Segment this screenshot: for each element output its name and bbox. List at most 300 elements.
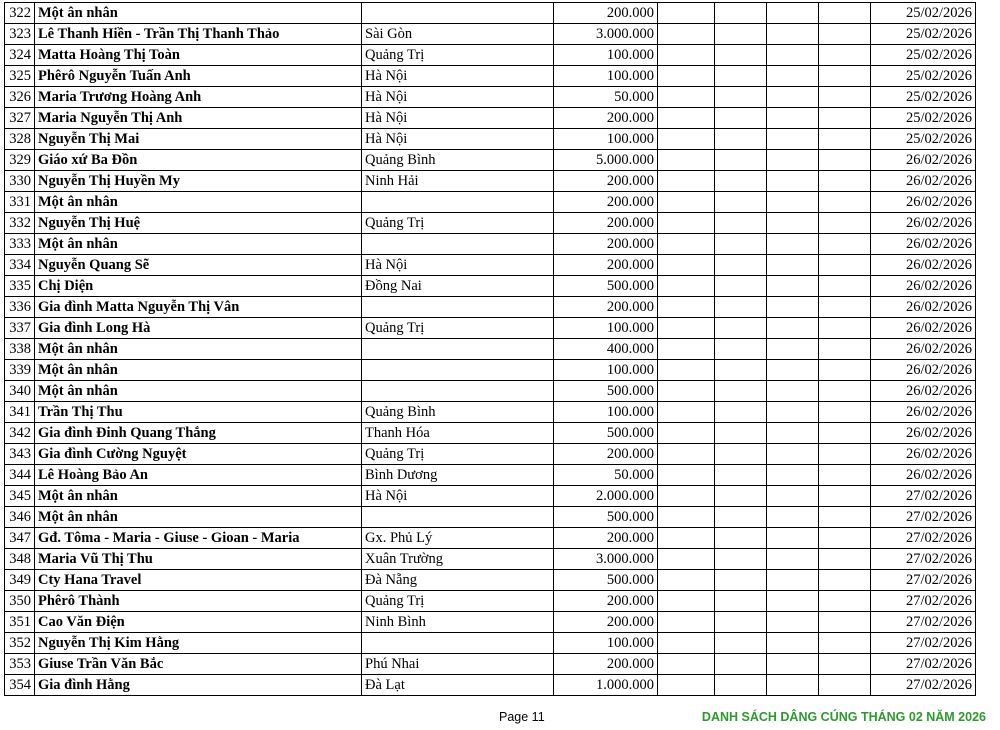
donor-place: Phú Nhai bbox=[362, 654, 554, 675]
row-number: 338 bbox=[5, 339, 35, 360]
table-row bbox=[5, 528, 976, 549]
donor-place: Gx. Phủ Lý bbox=[362, 528, 554, 549]
empty-cell bbox=[715, 633, 767, 654]
donation-date: 26/02/2026 bbox=[871, 465, 976, 486]
empty-cell bbox=[658, 339, 715, 360]
donation-amount: 1.000.000 bbox=[554, 675, 658, 696]
donation-date: 27/02/2026 bbox=[871, 507, 976, 528]
donor-name: Lê Hoàng Bảo An bbox=[35, 465, 362, 486]
donor-name: Chị Diện bbox=[35, 276, 362, 297]
empty-cell bbox=[767, 654, 819, 675]
donation-date: 26/02/2026 bbox=[871, 402, 976, 423]
empty-cell bbox=[767, 45, 819, 66]
table-row bbox=[5, 87, 976, 108]
donation-table bbox=[4, 2, 976, 696]
empty-cell bbox=[658, 66, 715, 87]
donation-amount: 200.000 bbox=[554, 192, 658, 213]
donor-name: Gđ. Tôma - Maria - Giuse - Gioan - Maria bbox=[35, 528, 362, 549]
donation-date: 25/02/2026 bbox=[871, 3, 976, 24]
empty-cell bbox=[715, 339, 767, 360]
donor-name: Cty Hana Travel bbox=[35, 570, 362, 591]
empty-cell bbox=[767, 276, 819, 297]
row-number: 345 bbox=[5, 486, 35, 507]
donor-name: Nguyễn Thị Kim Hằng bbox=[35, 633, 362, 654]
empty-cell bbox=[715, 591, 767, 612]
donation-amount: 200.000 bbox=[554, 297, 658, 318]
empty-cell bbox=[658, 171, 715, 192]
empty-cell bbox=[715, 297, 767, 318]
donation-amount: 200.000 bbox=[554, 171, 658, 192]
table-row bbox=[5, 66, 976, 87]
empty-cell bbox=[819, 486, 871, 507]
empty-cell bbox=[819, 318, 871, 339]
row-number: 347 bbox=[5, 528, 35, 549]
empty-cell bbox=[715, 654, 767, 675]
document-title: DANH SÁCH DÂNG CÚNG THÁNG 02 NĂM 2026 bbox=[701, 710, 986, 724]
donor-place: Hà Nội bbox=[362, 66, 554, 87]
empty-cell bbox=[819, 654, 871, 675]
donation-date: 26/02/2026 bbox=[871, 213, 976, 234]
row-number: 324 bbox=[5, 45, 35, 66]
empty-cell bbox=[767, 150, 819, 171]
donor-name: Gia đình Long Hà bbox=[35, 318, 362, 339]
donor-place bbox=[362, 507, 554, 528]
donation-date: 26/02/2026 bbox=[871, 171, 976, 192]
donation-amount: 500.000 bbox=[554, 423, 658, 444]
donor-place bbox=[362, 381, 554, 402]
empty-cell bbox=[767, 633, 819, 654]
empty-cell bbox=[715, 150, 767, 171]
empty-cell bbox=[819, 192, 871, 213]
empty-cell bbox=[767, 591, 819, 612]
row-number: 352 bbox=[5, 633, 35, 654]
donation-date: 25/02/2026 bbox=[871, 24, 976, 45]
empty-cell bbox=[819, 360, 871, 381]
donor-name: Cao Văn Điện bbox=[35, 612, 362, 633]
empty-cell bbox=[658, 528, 715, 549]
donor-name: Giuse Trần Văn Bắc bbox=[35, 654, 362, 675]
donation-date: 26/02/2026 bbox=[871, 318, 976, 339]
donation-amount: 500.000 bbox=[554, 570, 658, 591]
empty-cell bbox=[715, 612, 767, 633]
donor-place: Quảng Trị bbox=[362, 45, 554, 66]
empty-cell bbox=[767, 423, 819, 444]
donor-name: Maria Vũ Thị Thu bbox=[35, 549, 362, 570]
empty-cell bbox=[819, 612, 871, 633]
empty-cell bbox=[658, 591, 715, 612]
donation-date: 27/02/2026 bbox=[871, 549, 976, 570]
donation-amount: 50.000 bbox=[554, 87, 658, 108]
empty-cell bbox=[819, 108, 871, 129]
donor-name: Maria Nguyễn Thị Anh bbox=[35, 108, 362, 129]
donor-name: Phêrô Thành bbox=[35, 591, 362, 612]
row-number: 349 bbox=[5, 570, 35, 591]
row-number: 333 bbox=[5, 234, 35, 255]
empty-cell bbox=[658, 3, 715, 24]
donation-amount: 500.000 bbox=[554, 381, 658, 402]
empty-cell bbox=[715, 87, 767, 108]
donor-name: Một ân nhân bbox=[35, 3, 362, 24]
empty-cell bbox=[767, 675, 819, 696]
donation-date: 25/02/2026 bbox=[871, 66, 976, 87]
donation-amount: 200.000 bbox=[554, 234, 658, 255]
empty-cell bbox=[658, 150, 715, 171]
empty-cell bbox=[658, 570, 715, 591]
empty-cell bbox=[715, 255, 767, 276]
donor-name: Một ân nhân bbox=[35, 192, 362, 213]
donation-date: 25/02/2026 bbox=[871, 45, 976, 66]
row-number: 328 bbox=[5, 129, 35, 150]
donation-date: 26/02/2026 bbox=[871, 297, 976, 318]
empty-cell bbox=[658, 129, 715, 150]
donation-date: 27/02/2026 bbox=[871, 591, 976, 612]
donation-date: 27/02/2026 bbox=[871, 633, 976, 654]
donation-date: 26/02/2026 bbox=[871, 234, 976, 255]
empty-cell bbox=[767, 213, 819, 234]
donor-place: Thanh Hóa bbox=[362, 423, 554, 444]
donation-amount: 2.000.000 bbox=[554, 486, 658, 507]
table-row bbox=[5, 108, 976, 129]
row-number: 340 bbox=[5, 381, 35, 402]
empty-cell bbox=[715, 528, 767, 549]
donation-date: 26/02/2026 bbox=[871, 423, 976, 444]
donation-amount: 100.000 bbox=[554, 129, 658, 150]
row-number: 348 bbox=[5, 549, 35, 570]
donor-name: Một ân nhân bbox=[35, 507, 362, 528]
empty-cell bbox=[658, 507, 715, 528]
empty-cell bbox=[658, 192, 715, 213]
donor-place: Quảng Trị bbox=[362, 213, 554, 234]
donor-place: Xuân Trường bbox=[362, 549, 554, 570]
empty-cell bbox=[658, 297, 715, 318]
empty-cell bbox=[658, 465, 715, 486]
empty-cell bbox=[767, 507, 819, 528]
table-row bbox=[5, 150, 976, 171]
donation-amount: 200.000 bbox=[554, 3, 658, 24]
row-number: 342 bbox=[5, 423, 35, 444]
row-number: 354 bbox=[5, 675, 35, 696]
table-row bbox=[5, 318, 976, 339]
empty-cell bbox=[819, 381, 871, 402]
donation-amount: 200.000 bbox=[554, 108, 658, 129]
donation-date: 26/02/2026 bbox=[871, 360, 976, 381]
donor-name: Một ân nhân bbox=[35, 339, 362, 360]
table-row bbox=[5, 612, 976, 633]
empty-cell bbox=[819, 171, 871, 192]
donor-place bbox=[362, 234, 554, 255]
empty-cell bbox=[819, 465, 871, 486]
empty-cell bbox=[658, 24, 715, 45]
empty-cell bbox=[658, 549, 715, 570]
empty-cell bbox=[658, 108, 715, 129]
empty-cell bbox=[658, 276, 715, 297]
empty-cell bbox=[767, 3, 819, 24]
donor-place: Hà Nội bbox=[362, 255, 554, 276]
empty-cell bbox=[767, 87, 819, 108]
donor-name: Lê Thanh Hiền - Trần Thị Thanh Thảo bbox=[35, 24, 362, 45]
empty-cell bbox=[819, 3, 871, 24]
donation-date: 25/02/2026 bbox=[871, 108, 976, 129]
donation-date: 27/02/2026 bbox=[871, 654, 976, 675]
empty-cell bbox=[767, 528, 819, 549]
empty-cell bbox=[715, 276, 767, 297]
donor-name: Giáo xứ Ba Đồn bbox=[35, 150, 362, 171]
donor-name: Nguyễn Thị Mai bbox=[35, 129, 362, 150]
donation-date: 27/02/2026 bbox=[871, 486, 976, 507]
row-number: 346 bbox=[5, 507, 35, 528]
donation-date: 26/02/2026 bbox=[871, 444, 976, 465]
table-row bbox=[5, 591, 976, 612]
row-number: 326 bbox=[5, 87, 35, 108]
empty-cell bbox=[767, 129, 819, 150]
donation-amount: 3.000.000 bbox=[554, 549, 658, 570]
row-number: 322 bbox=[5, 3, 35, 24]
donation-date: 26/02/2026 bbox=[871, 381, 976, 402]
empty-cell bbox=[767, 318, 819, 339]
empty-cell bbox=[767, 612, 819, 633]
empty-cell bbox=[767, 66, 819, 87]
table-row bbox=[5, 381, 976, 402]
donor-place: Quảng Bình bbox=[362, 150, 554, 171]
row-number: 327 bbox=[5, 108, 35, 129]
empty-cell bbox=[658, 381, 715, 402]
donor-place: Sài Gòn bbox=[362, 24, 554, 45]
empty-cell bbox=[819, 591, 871, 612]
empty-cell bbox=[715, 381, 767, 402]
row-number: 339 bbox=[5, 360, 35, 381]
table-row bbox=[5, 192, 976, 213]
empty-cell bbox=[819, 570, 871, 591]
empty-cell bbox=[819, 633, 871, 654]
empty-cell bbox=[819, 234, 871, 255]
donation-date: 26/02/2026 bbox=[871, 255, 976, 276]
empty-cell bbox=[715, 213, 767, 234]
empty-cell bbox=[715, 675, 767, 696]
empty-cell bbox=[767, 297, 819, 318]
empty-cell bbox=[715, 402, 767, 423]
row-number: 331 bbox=[5, 192, 35, 213]
donation-amount: 200.000 bbox=[554, 591, 658, 612]
donor-place: Đà Lạt bbox=[362, 675, 554, 696]
empty-cell bbox=[819, 444, 871, 465]
table-row bbox=[5, 234, 976, 255]
table-row bbox=[5, 402, 976, 423]
empty-cell bbox=[767, 381, 819, 402]
empty-cell bbox=[715, 444, 767, 465]
empty-cell bbox=[819, 423, 871, 444]
table-row bbox=[5, 339, 976, 360]
table-row bbox=[5, 213, 976, 234]
empty-cell bbox=[819, 528, 871, 549]
empty-cell bbox=[658, 486, 715, 507]
row-number: 341 bbox=[5, 402, 35, 423]
row-number: 325 bbox=[5, 66, 35, 87]
table-row bbox=[5, 423, 976, 444]
donation-amount: 200.000 bbox=[554, 528, 658, 549]
donor-place: Đà Nẵng bbox=[362, 570, 554, 591]
donor-place: Đồng Nai bbox=[362, 276, 554, 297]
donation-amount: 500.000 bbox=[554, 276, 658, 297]
table-row bbox=[5, 45, 976, 66]
empty-cell bbox=[658, 87, 715, 108]
empty-cell bbox=[715, 465, 767, 486]
empty-cell bbox=[767, 549, 819, 570]
empty-cell bbox=[658, 444, 715, 465]
empty-cell bbox=[658, 675, 715, 696]
empty-cell bbox=[767, 486, 819, 507]
empty-cell bbox=[658, 45, 715, 66]
donation-date: 27/02/2026 bbox=[871, 570, 976, 591]
donation-date: 25/02/2026 bbox=[871, 129, 976, 150]
empty-cell bbox=[819, 24, 871, 45]
empty-cell bbox=[715, 549, 767, 570]
table-row bbox=[5, 633, 976, 654]
donation-date: 26/02/2026 bbox=[871, 150, 976, 171]
table-row bbox=[5, 549, 976, 570]
empty-cell bbox=[819, 507, 871, 528]
empty-cell bbox=[715, 318, 767, 339]
donor-name: Một ân nhân bbox=[35, 360, 362, 381]
table-row bbox=[5, 255, 976, 276]
row-number: 344 bbox=[5, 465, 35, 486]
table-row bbox=[5, 444, 976, 465]
donation-amount: 3.000.000 bbox=[554, 24, 658, 45]
empty-cell bbox=[767, 570, 819, 591]
empty-cell bbox=[715, 423, 767, 444]
empty-cell bbox=[658, 234, 715, 255]
donation-amount: 200.000 bbox=[554, 444, 658, 465]
donation-date: 27/02/2026 bbox=[871, 612, 976, 633]
donation-amount: 400.000 bbox=[554, 339, 658, 360]
empty-cell bbox=[715, 3, 767, 24]
table-row bbox=[5, 486, 976, 507]
donation-amount: 100.000 bbox=[554, 360, 658, 381]
donation-amount: 100.000 bbox=[554, 402, 658, 423]
empty-cell bbox=[819, 150, 871, 171]
empty-cell bbox=[819, 675, 871, 696]
donor-place: Quảng Bình bbox=[362, 402, 554, 423]
empty-cell bbox=[767, 339, 819, 360]
table-row bbox=[5, 297, 976, 318]
donation-amount: 50.000 bbox=[554, 465, 658, 486]
row-number: 351 bbox=[5, 612, 35, 633]
empty-cell bbox=[819, 339, 871, 360]
donation-amount: 100.000 bbox=[554, 318, 658, 339]
donation-amount: 100.000 bbox=[554, 45, 658, 66]
empty-cell bbox=[819, 276, 871, 297]
empty-cell bbox=[819, 297, 871, 318]
empty-cell bbox=[767, 444, 819, 465]
empty-cell bbox=[767, 255, 819, 276]
donor-place: Hà Nội bbox=[362, 486, 554, 507]
empty-cell bbox=[658, 360, 715, 381]
empty-cell bbox=[819, 213, 871, 234]
donation-amount: 500.000 bbox=[554, 507, 658, 528]
empty-cell bbox=[819, 255, 871, 276]
row-number: 343 bbox=[5, 444, 35, 465]
table-row bbox=[5, 507, 976, 528]
donor-name: Matta Hoàng Thị Toàn bbox=[35, 45, 362, 66]
table-row bbox=[5, 570, 976, 591]
donor-name: Phêrô Nguyễn Tuấn Anh bbox=[35, 66, 362, 87]
row-number: 350 bbox=[5, 591, 35, 612]
page-number: Page 11 bbox=[499, 710, 545, 724]
empty-cell bbox=[819, 402, 871, 423]
empty-cell bbox=[715, 66, 767, 87]
donation-amount: 5.000.000 bbox=[554, 150, 658, 171]
donor-name: Maria Trương Hoàng Anh bbox=[35, 87, 362, 108]
empty-cell bbox=[715, 129, 767, 150]
donor-place bbox=[362, 3, 554, 24]
table-row bbox=[5, 171, 976, 192]
empty-cell bbox=[767, 108, 819, 129]
table-row bbox=[5, 360, 976, 381]
donor-place bbox=[362, 360, 554, 381]
donor-name: Gia đình Matta Nguyễn Thị Vân bbox=[35, 297, 362, 318]
donation-date: 26/02/2026 bbox=[871, 276, 976, 297]
table-row bbox=[5, 675, 976, 696]
table-row bbox=[5, 3, 976, 24]
donor-place bbox=[362, 297, 554, 318]
donor-name: Trần Thị Thu bbox=[35, 402, 362, 423]
empty-cell bbox=[715, 45, 767, 66]
empty-cell bbox=[715, 171, 767, 192]
donor-place: Quảng Trị bbox=[362, 444, 554, 465]
empty-cell bbox=[767, 465, 819, 486]
donor-name: Gia đình Cường Nguyệt bbox=[35, 444, 362, 465]
empty-cell bbox=[715, 108, 767, 129]
donor-name: Nguyễn Quang Sẽ bbox=[35, 255, 362, 276]
empty-cell bbox=[715, 24, 767, 45]
table-body bbox=[5, 3, 976, 696]
donor-place bbox=[362, 192, 554, 213]
donor-name: Nguyễn Thị Huệ bbox=[35, 213, 362, 234]
donor-place: Hà Nội bbox=[362, 87, 554, 108]
donor-place: Bình Dương bbox=[362, 465, 554, 486]
donation-amount: 200.000 bbox=[554, 213, 658, 234]
donor-name: Một ân nhân bbox=[35, 486, 362, 507]
empty-cell bbox=[715, 192, 767, 213]
row-number: 323 bbox=[5, 24, 35, 45]
row-number: 353 bbox=[5, 654, 35, 675]
table-row bbox=[5, 465, 976, 486]
donor-name: Một ân nhân bbox=[35, 234, 362, 255]
donor-place bbox=[362, 633, 554, 654]
empty-cell bbox=[715, 360, 767, 381]
empty-cell bbox=[767, 360, 819, 381]
row-number: 330 bbox=[5, 171, 35, 192]
donation-date: 26/02/2026 bbox=[871, 339, 976, 360]
table-row bbox=[5, 654, 976, 675]
row-number: 329 bbox=[5, 150, 35, 171]
donor-name: Gia đình Hằng bbox=[35, 675, 362, 696]
row-number: 337 bbox=[5, 318, 35, 339]
donation-amount: 200.000 bbox=[554, 654, 658, 675]
table-row bbox=[5, 129, 976, 150]
empty-cell bbox=[767, 171, 819, 192]
empty-cell bbox=[658, 423, 715, 444]
empty-cell bbox=[819, 45, 871, 66]
donation-amount: 200.000 bbox=[554, 255, 658, 276]
table-row bbox=[5, 276, 976, 297]
empty-cell bbox=[715, 486, 767, 507]
donation-amount: 100.000 bbox=[554, 633, 658, 654]
empty-cell bbox=[819, 129, 871, 150]
donation-date: 27/02/2026 bbox=[871, 675, 976, 696]
donation-date: 26/02/2026 bbox=[871, 192, 976, 213]
donor-place: Hà Nội bbox=[362, 129, 554, 150]
donor-place: Ninh Hải bbox=[362, 171, 554, 192]
